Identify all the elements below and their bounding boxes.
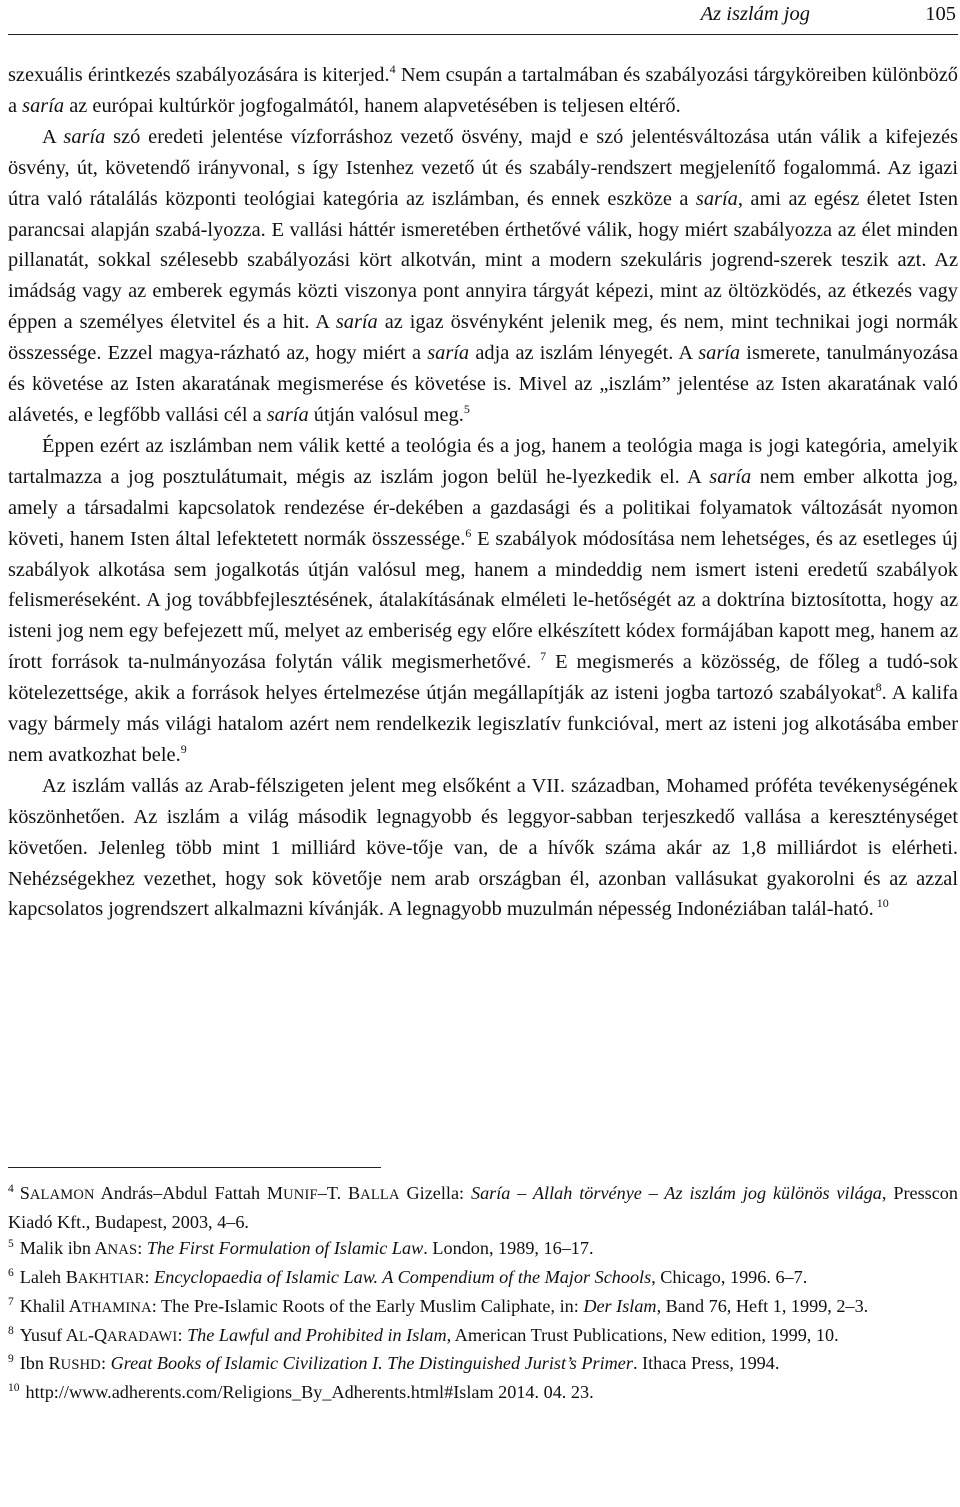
text-run: –T. B bbox=[317, 1183, 361, 1203]
text-run: A bbox=[42, 125, 64, 148]
italic-run: Encyclopaedia of Islamic Law. A Compendium of the Major Schools bbox=[154, 1267, 652, 1288]
text-run: . London, 1989, 16–17. bbox=[423, 1238, 594, 1259]
footnote bbox=[8, 1180, 958, 1235]
text-run: S bbox=[19, 1183, 30, 1203]
italic-run: The First Formulation of Islamic Law bbox=[146, 1238, 424, 1259]
paragraph bbox=[8, 122, 958, 431]
text-run: ismerete, tanulmányozása és követése az Isten akaratának megismerése és követése is. Mivel az „iszlám” jelentése az Isten akaratának való alávetés, e legfőbb vallási cél a bbox=[8, 342, 959, 426]
running-header bbox=[8, 0, 958, 35]
text-run: , Band 76, Heft 1, 1999, 2–3. bbox=[656, 1295, 869, 1316]
text-run: Ibn R bbox=[19, 1353, 61, 1374]
text-run: az európai kultúrkör jogfogalmától, hanem alapvetésében is teljesen eltérő. bbox=[64, 94, 681, 117]
text-run: az igaz ösvényként jelenik meg, és nem, mint technikai jogi normák összessége. Ezzel magya-rázható az, hogy miért a bbox=[8, 311, 958, 365]
text-run: András–Abdul Fattah M bbox=[94, 1183, 284, 1203]
footnote bbox=[8, 1264, 958, 1293]
smallcaps-run: AKHTIAR bbox=[77, 1271, 145, 1288]
footnote-number: 7 bbox=[8, 1295, 14, 1308]
smallcaps-run: THAMINA bbox=[81, 1299, 152, 1316]
italic-run: Great Books of Islamic Civilization I. The Distinguished Jurist’s Primer bbox=[110, 1353, 633, 1374]
footnote-ref: 5 bbox=[463, 401, 470, 416]
text-run: Malik ibn A bbox=[19, 1238, 108, 1259]
text-run: szexuális érintkezés szabályozására is kiterjed. bbox=[8, 64, 390, 86]
text-run: : bbox=[137, 1238, 147, 1259]
footnote-number: 5 bbox=[8, 1238, 14, 1251]
text-run: : bbox=[100, 1353, 111, 1374]
footnote-number: 9 bbox=[8, 1353, 14, 1366]
text-run: nem ember alkotta jog, amely a társadalmi kapcsolatok rendezése ér-dekében a gazdasági és a politikai folyamatok változását nyomon követi, hanem Isten által lefektetett normák összessége. bbox=[8, 465, 958, 550]
italic-run: saría bbox=[695, 187, 738, 210]
smallcaps-run: NAS bbox=[107, 1242, 138, 1259]
text-run: Éppen ezért az iszlámban nem válik ketté a teológia és a jog, hanem a teológia maga is jogi kategória, amelyik tartalmazza a jog posztulátumait, mégis az iszlám jogon belül he-lyezkedik el. A bbox=[8, 434, 958, 488]
text-run: adja az iszlám lényegét. A bbox=[469, 342, 699, 365]
text-run: : The Pre-Islamic Roots of the Early Muslim Caliphate, in: bbox=[151, 1295, 584, 1316]
italic-run: saría bbox=[427, 342, 470, 365]
smallcaps-run: UNIF bbox=[283, 1187, 318, 1203]
running-title: Az iszlám jog bbox=[700, 3, 810, 25]
text-run: Khalil A bbox=[19, 1295, 82, 1316]
italic-run: The Lawful and Prohibited in Islam bbox=[187, 1324, 447, 1345]
smallcaps-run: ALAMON bbox=[29, 1187, 95, 1203]
text-run: Gizella: bbox=[399, 1183, 471, 1203]
text-run: . Ithaca Press, 1994. bbox=[632, 1353, 780, 1374]
text-run: , American Trust Publications, New edition, 1999, 10. bbox=[446, 1324, 839, 1345]
footnote-separator bbox=[8, 1167, 381, 1168]
footnote bbox=[8, 1235, 958, 1264]
text-run: E szabályok módosítása nem lehetséges, és az esetleges új szabályok alkotása sem jogalkotás útján valósul meg, hanem a mindeddig nem ismert isteni eredetű szabályok felismeréseként. A jog továbbfejlesztésének, átalakításának elméleti le-hetőségét az a doktrína biztosította, hogy az isteni jog nem egy befejezett mű, melyet az emberiség egy előre elkészített kódex formájában kapott meg, hanem az írott források ta-nulmányozása folytán válik megismerhetővé. bbox=[8, 527, 959, 674]
paragraph bbox=[8, 431, 958, 771]
text-run: . A kalifa vagy bármely más világi hatalom azért nem rendelkezik legiszlatív funkcióval, mert az isteni jog alkotásába ember nem avatkozhat bele. bbox=[8, 682, 958, 766]
text-run: : bbox=[144, 1267, 155, 1288]
text-run: Yusuf A bbox=[19, 1324, 79, 1345]
footnote-ref: 6 bbox=[465, 525, 472, 540]
italic-run: saría bbox=[22, 94, 65, 117]
italic-run: saría bbox=[709, 465, 752, 488]
text-run: http://www.adherents.com/Religions_By_Adherents.html#Islam 2014. 04. 23. bbox=[25, 1381, 594, 1402]
text-run: szó eredeti jelentése vízforráshoz vezető ösvény, majd e szó jelentésváltozása után válik a kifejezés ösvény, út, követendő irányvonal, s így Istenhez vezető út és szabály-rendszert megjelenítő fogalommá. Az igazi útra való rátalálás központi teológiai kategória az iszlámban, és ennek eszköze a bbox=[8, 125, 958, 210]
smallcaps-run: ARADAWI bbox=[107, 1328, 178, 1345]
text-run: Laleh B bbox=[19, 1267, 78, 1288]
text-run: Az iszlám vallás az Arab-félszigeten jelent meg elsőként a VII. században, Mohamed próféta tevékenységének köszönhetően. Az iszlám a világ második legnagyobb és leggyor-sabban terjeszkedő vallása a kereszténységet követően. Jelenleg több mint 1 milliárd köve-tője van, de a hívők száma akár az 1,8 milliárdot is elérheti. Nehézségekhez vezethet, hogy sok követője nem arab országban él, azonban vallásukat gyakorolni és az azzal kapcsolatos jogrendszert alkalmazni kívánják. A legnagyobb muzulmán népesség Indonéziában talál-ható. bbox=[8, 774, 958, 921]
page-number: 105 bbox=[925, 3, 956, 25]
text-run: , Chicago, 1996. 6–7. bbox=[651, 1267, 808, 1288]
smallcaps-run: L bbox=[78, 1328, 88, 1345]
italic-run: saría bbox=[698, 342, 741, 365]
paragraph bbox=[8, 60, 958, 122]
italic-run: saría bbox=[63, 125, 106, 148]
footnote bbox=[8, 1379, 958, 1406]
text-run: , ami az egész életet Isten parancsai alapján szabá-lyozza. E vallási háttér ismeretében érthetővé válik, hogy miért szabályozza az élet minden pillanatát, sokkal szélesebb szabályozási kört alkotván, mint a modern szekuláris jogrend-szerek teszik azt. Az imádság vagy az emberek egymás közti viszonya pont annyira tárgyát képezi, mint az öltözködés, az étkezés vagy éppen a személyes életvitel és a hit. A bbox=[8, 187, 958, 334]
paragraph bbox=[8, 771, 958, 926]
footnote-number: 6 bbox=[8, 1267, 14, 1280]
text-run: : bbox=[177, 1324, 188, 1345]
footnote-ref: 4 bbox=[389, 62, 396, 76]
footnote bbox=[8, 1322, 958, 1351]
text-run: útján valósul meg. bbox=[308, 403, 464, 426]
text-run: Nem csupán a tartalmában és szabályozási tárgyköreiben különböző a bbox=[8, 64, 958, 117]
text-run: E megismerés a közösség, de főleg a tudó-sok kötelezettsége, akik a források helyes értelmezése útján megállapítják az isteni jogba tartozó szabályokat bbox=[8, 651, 958, 705]
footnote-number: 4 bbox=[8, 1183, 14, 1195]
footnote-number: 10 bbox=[8, 1381, 20, 1394]
smallcaps-run: ALLA bbox=[360, 1187, 400, 1203]
text-run: -Q bbox=[87, 1324, 108, 1345]
text-run: , Presscon Kiadó Kft., Budapest, 2003, 4–6. bbox=[8, 1183, 958, 1232]
footnote-ref: 8 bbox=[875, 680, 882, 695]
footnote bbox=[8, 1293, 958, 1322]
italic-run: saría bbox=[335, 311, 378, 334]
smallcaps-run: USHD bbox=[60, 1357, 101, 1374]
italic-run: saría bbox=[266, 403, 309, 426]
footnote bbox=[8, 1350, 958, 1379]
footnote-ref: 9 bbox=[180, 741, 187, 756]
footnote-number: 8 bbox=[8, 1324, 14, 1337]
italic-run: Der Islam bbox=[583, 1295, 657, 1316]
footnote-ref: 10 bbox=[873, 896, 889, 911]
main-text bbox=[8, 60, 958, 925]
footnote-ref: 7 bbox=[540, 649, 547, 664]
italic-run: Saría – Allah törvénye – Az iszlám jog különös világa bbox=[470, 1183, 882, 1203]
footnotes bbox=[8, 1180, 958, 1406]
